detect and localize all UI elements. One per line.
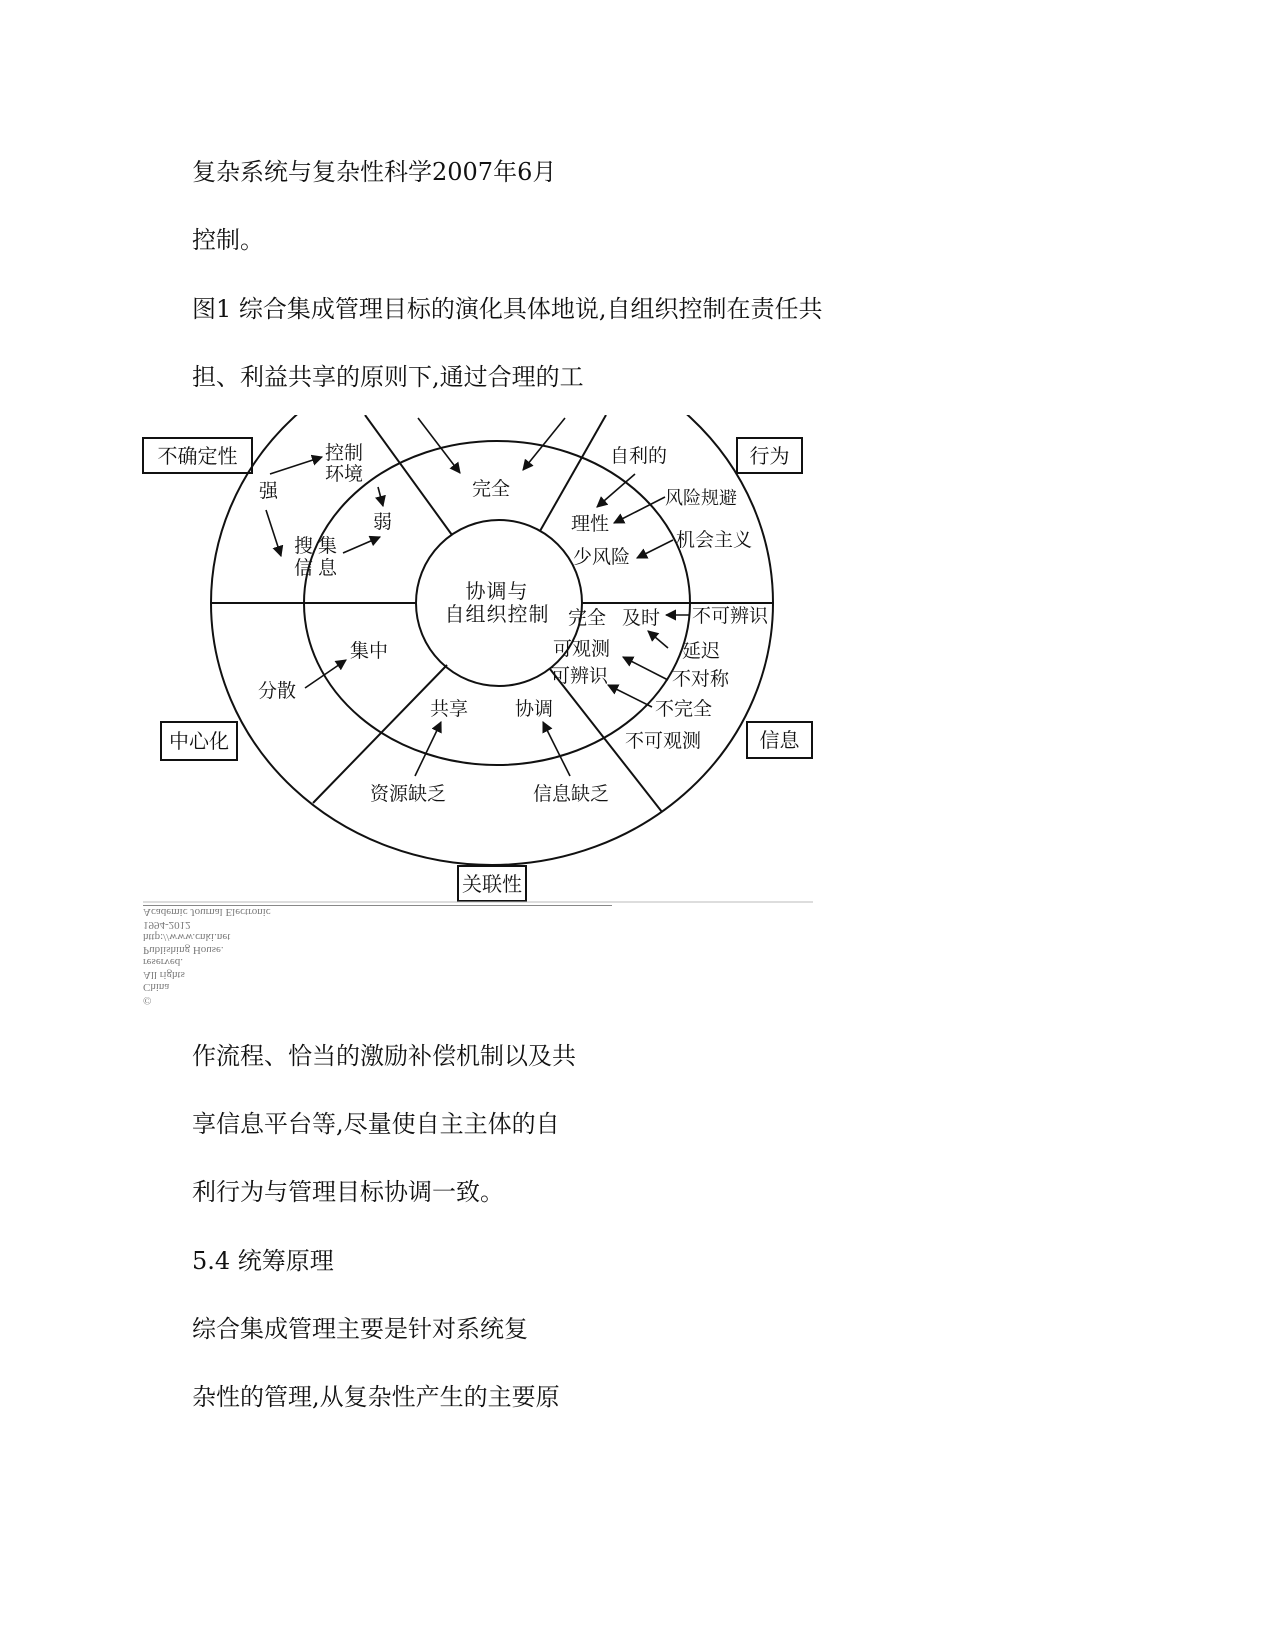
label-low-risk: 少风险 [573,546,631,568]
paragraph-line: 控制。 [192,226,264,254]
label-info-lack: 信息缺乏 [533,783,610,805]
label-decentralized: 分散 [258,680,297,702]
arrow-environment-to-weak [378,487,383,506]
arrow-incomplete-to-identifiable [608,685,652,707]
arrow-collect-to-weak [343,537,380,553]
label-control: 控制 [325,442,364,464]
watermark-line: 1994-2012 [143,919,191,931]
paragraph-line: 利行为与管理目标协调一致。 [192,1178,504,1206]
box-behavior-label: 行为 [749,444,790,468]
label-sharing: 共享 [430,698,469,720]
arrow-resource-lack-to-sharing [415,722,441,776]
box-centralization-label: 中心化 [169,729,229,753]
watermark-line: All rights [143,969,185,981]
arrow-risk-avoidance-to-rational [614,497,665,523]
watermark-line: Publishing House. [143,944,224,956]
label-resource-lack: 资源缺乏 [370,783,447,805]
center-label-line-1: 协调与 [465,579,529,603]
label-centralized: 集中 [350,640,389,662]
figure-diagram [130,415,830,907]
paragraph-line: 担、利益共享的原则下,通过合理的工 [192,363,584,391]
arrow-decentralized-to-centralized [305,660,346,688]
center-label-line-2: 自组织控制 [444,602,550,626]
label-identifiable: 可辨识 [551,665,609,687]
label-delay: 延迟 [682,640,721,662]
label-complete-info: 完全 [568,607,607,629]
label-complete-top: 完全 [472,478,511,500]
arrow-opportunism-to-low-risk [637,540,673,558]
watermark-line: Academic Journal Electronic [143,906,271,918]
label-coordination: 协调 [515,698,554,720]
label-strong: 强 [259,480,279,502]
label-weak: 弱 [373,511,393,533]
arrow-delay-to-timely [648,631,668,648]
label-unidentifiable: 不可辨识 [692,605,769,627]
box-uncertainty-label: 不确定性 [157,444,238,468]
arrow-self-interest-to-rational [597,474,635,507]
label-observable: 可观测 [553,638,611,660]
figure-caption-line: 图1 综合集成管理目标的演化具体地说,自组织控制在责任共 [192,295,823,323]
paragraph-line: 作流程、恰当的激励补偿机制以及共 [192,1042,576,1070]
paragraph-line: 综合集成管理主要是针对系统复 [192,1315,528,1343]
label-timely: 及时 [622,607,661,629]
arrow-strong-to-control [270,457,322,474]
paragraph-line: 享信息平台等,尽量使自主主体的自 [192,1110,560,1138]
label-self-interest: 自利的 [610,445,668,467]
label-opportunism: 机会主义 [676,529,753,551]
label-collect: 搜集 [294,535,343,557]
label-incomplete: 不完全 [655,698,713,720]
arrow-info-lack-to-coordination [543,722,570,776]
label-collect-info: 信息 [294,557,343,579]
section-heading: 5.4 统筹原理 [192,1247,334,1275]
label-asymmetric: 不对称 [672,668,730,690]
label-rational: 理性 [571,513,610,535]
paragraph-line: 杂性的管理,从复杂性产生的主要原 [192,1383,560,1411]
watermark-line: © [143,994,152,1006]
watermark-line: China [143,981,170,993]
label-risk-avoidance: 风险规避 [665,488,737,509]
watermark-line: http://www.cnki.net [143,931,231,943]
label-unobservable: 不可观测 [625,730,702,752]
box-information-label: 信息 [759,728,800,752]
arrow-strong-to-collect [266,510,281,556]
label-environment: 环境 [325,463,364,485]
box-relevance-label: 关联性 [462,872,522,896]
running-header: 复杂系统与复杂性科学2007年6月 [192,158,557,186]
arrow-asymmetric-to-observable [623,657,668,680]
watermark-line: reserved. [143,956,184,968]
